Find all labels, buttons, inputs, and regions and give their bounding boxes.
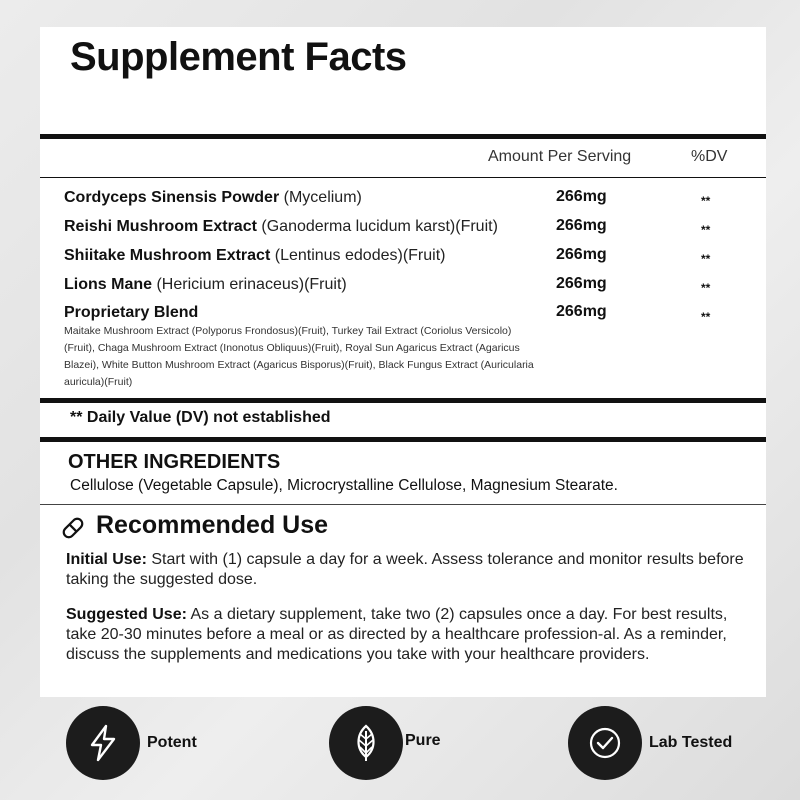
other-ingredients-text: Cellulose (Vegetable Capsule), Microcrystalline Cellulose, Magnesium Stearate. (70, 477, 618, 494)
lab-tested-badge (568, 706, 642, 780)
capsule-icon (60, 515, 86, 541)
ingredient-amount: 266mg (556, 303, 607, 320)
checkmark-icon (585, 723, 625, 763)
badge-label: Lab Tested (649, 734, 733, 751)
ingredient-amount: 266mg (556, 275, 607, 292)
lightning-icon (83, 723, 123, 763)
supplement-facts-panel (40, 27, 766, 697)
amount-per-serving-header: Amount Per Serving (488, 148, 632, 165)
daily-value-note: ** Daily Value (DV) not established (70, 409, 331, 426)
badge-label: Pure (405, 732, 441, 749)
ingredient-amount: 266mg (556, 217, 607, 234)
page-title: Supplement Facts (70, 35, 407, 79)
ingredient-dv: ** (701, 194, 711, 208)
ingredient-name: Cordyceps Sinensis Powder (Mycelium) (64, 189, 362, 206)
ingredient-dv: ** (701, 223, 711, 237)
other-ingredients-title: OTHER INGREDIENTS (68, 451, 281, 473)
initial-use-paragraph: Initial Use: Start with (1) capsule a day for a week. Assess tolerance and monitor results before taking the suggested dose. (66, 551, 744, 588)
ingredient-dv: ** (701, 252, 711, 266)
recommended-use-title: Recommended Use (96, 511, 329, 539)
ingredient-amount: 266mg (556, 188, 607, 205)
potent-badge (66, 706, 140, 780)
pure-badge (329, 706, 403, 780)
divider (40, 134, 766, 139)
badge-label: Potent (147, 734, 197, 751)
leaf-icon (346, 723, 386, 763)
dv-header: %DV (691, 148, 728, 165)
ingredient-amount: 266mg (556, 246, 607, 263)
ingredient-name: Proprietary Blend (64, 304, 199, 321)
proprietary-blend-description: Maitake Mushroom Extract (Polyporus Frondosus)(Fruit), Turkey Tail Extract (Coriolus Versicolo)(Fruit), Chaga Mushroom Extract (Inonotus Obliquus)(Fruit), Royal Sun Agaricus Extract (Agaricus Blazei), White Button Mushroom Extract (Agaricus Bisporus)(Fruit), Black Fungus Extract (Auricularia auricula)(Fruit) (64, 325, 534, 388)
ingredient-name: Shiitake Mushroom Extract (Lentinus edodes)(Fruit) (64, 247, 446, 264)
ingredient-name: Lions Mane (Hericium erinaceus)(Fruit) (64, 276, 347, 293)
ingredient-name: Reishi Mushroom Extract (Ganoderma lucidum karst)(Fruit) (64, 218, 498, 235)
suggested-use-paragraph: Suggested Use: As a dietary supplement, take two (2) capsules once a day. For best results, take 20-30 minutes before a meal or as directed by a healthcare profession-al. As a reminder, discuss the supplements and medications you take with your healthcare providers. (66, 606, 728, 663)
divider (40, 398, 766, 403)
ingredient-dv: ** (701, 281, 711, 295)
divider (40, 504, 766, 505)
divider (40, 437, 766, 442)
ingredient-dv: ** (701, 310, 711, 324)
divider (40, 177, 766, 178)
